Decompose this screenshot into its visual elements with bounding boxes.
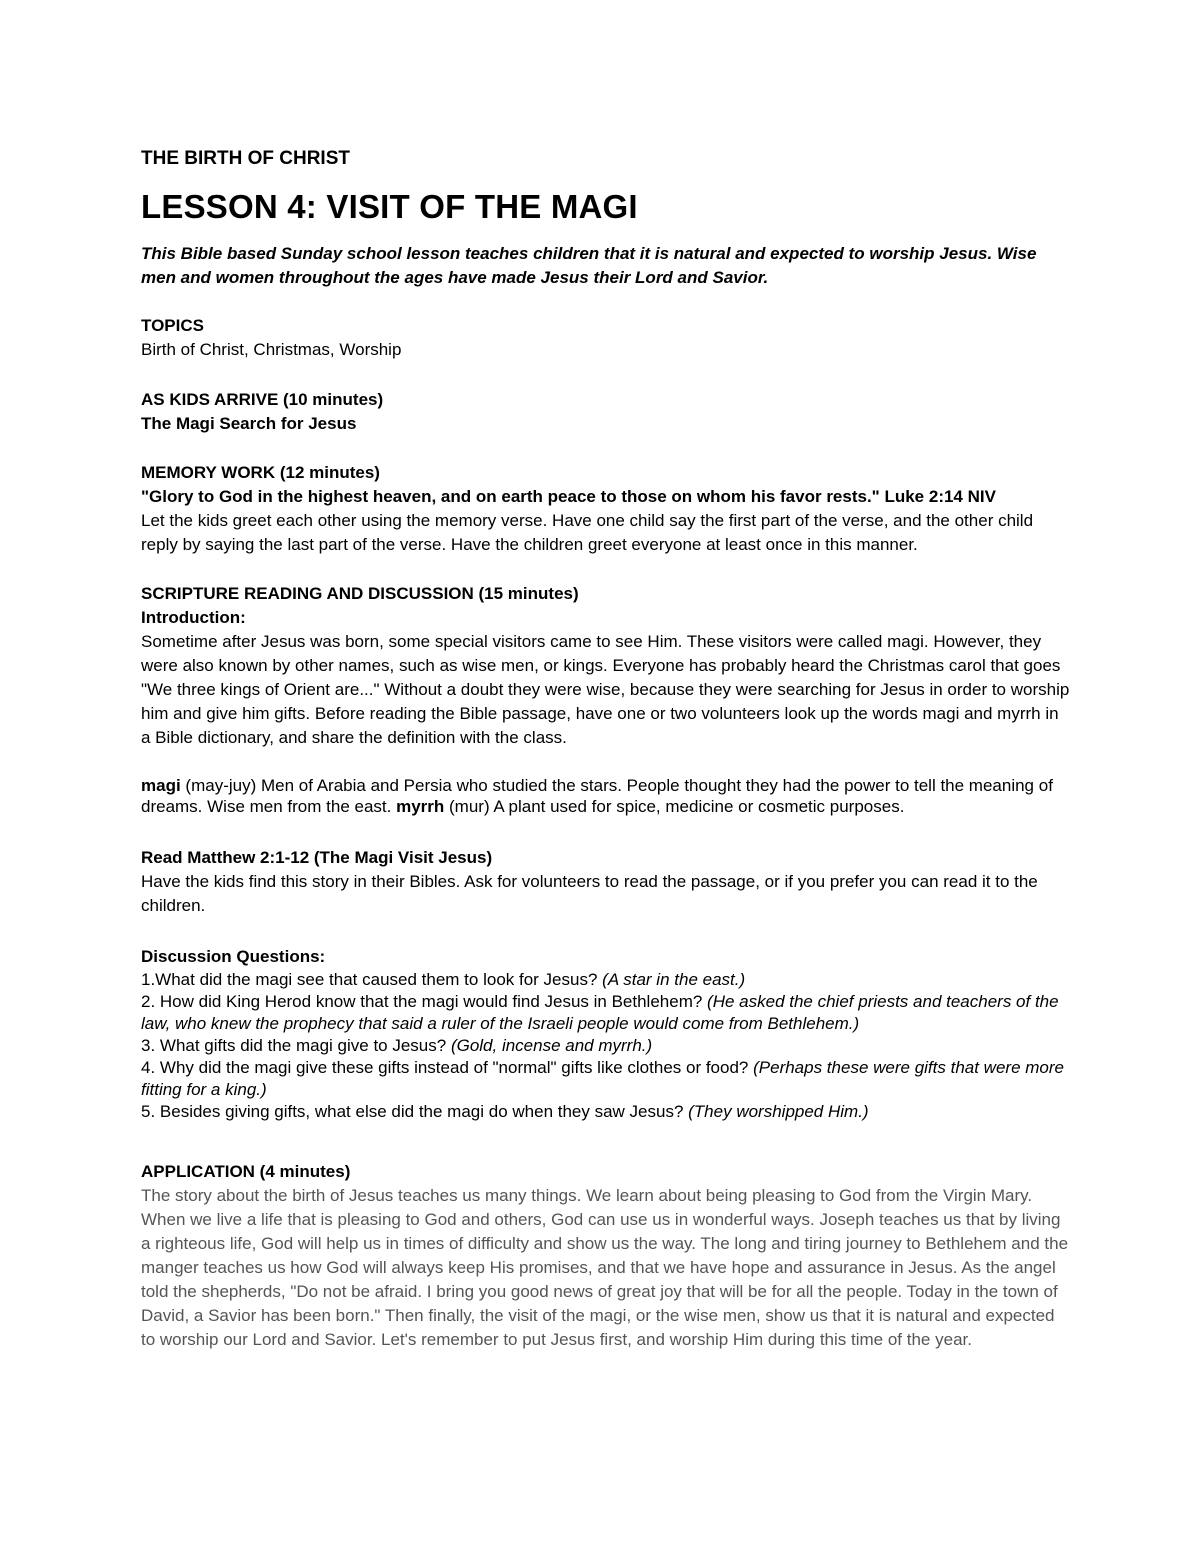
question-list [141,969,1071,1123]
read-text: Have the kids find this story in their Bibles. Ask for volunteers to read the passage, or if you prefer you can read it to the children. [141,872,1038,915]
answer-text: (A star in the east.) [602,970,746,989]
discussion-heading: Discussion Questions: [141,947,326,966]
memory-verse: "Glory to God in the highest heaven, and on earth peace to those on whom his favor rests." Luke 2:14 NIV [141,487,996,506]
application-heading: APPLICATION (4 minutes) [141,1162,351,1181]
question-item [141,1057,1071,1101]
myrrh-term: myrrh [396,797,445,816]
definitions-paragraph [141,775,1071,817]
memory-section [141,461,1071,557]
question-item [141,991,1071,1035]
topics-heading: TOPICS [141,316,204,335]
magi-definition: (may-juy) Men of Arabia and Persia who studied the stars. People thought they had the power to tell the meaning of dreams. Wise men from the east. [141,776,1053,816]
intro-label: Introduction: [141,608,246,627]
read-section [141,846,1071,918]
arrive-section [141,388,1071,436]
definitions [141,775,1071,817]
application-section [141,1160,1071,1352]
discussion-section [141,945,1071,1123]
answer-text: (They worshipped Him.) [688,1102,869,1121]
intro-text: Sometime after Jesus was born, some special visitors came to see Him. These visitors were called magi. However, they were also known by other names, such as wise men, or kings. Everyone has probably heard the Christmas carol that goes "We three kings of Orient are..." Without a doubt they were wise, because they were searching for Jesus in order to worship him and give him gifts. Before reading the Bible passage, have one or two volunteers look up the words magi and myrrh in a Bible dictionary, and share the definition with the class. [141,632,1070,747]
lesson-title: LESSON 4: VISIT OF THE MAGI [141,188,638,225]
scripture-section [141,582,1071,750]
magi-term: magi [141,776,181,795]
application-text: The story about the birth of Jesus teaches us many things. We learn about being pleasing to God from the Virgin Mary. When we live a life that is pleasing to God and others, God can use us in wonderful ways. Joseph teaches us that by living a righteous life, God will help us in times of difficulty and show us the way. The long and tiring journey to Bethlehem and the manger teaches us how God will always keep His promises, and that we have hope and assurance in Jesus. As the angel told the shepherds, "Do not be afraid. I bring you good news of great joy that will be for all the people. Today in the town of David, a Savior has been born." Then finally, the visit of the magi, or the wise men, show us that it is natural and expected to worship our Lord and Savior. Let's remember to put Jesus first, and worship Him during this time of the year. [141,1186,1069,1349]
topics-section [141,314,1071,362]
memory-text: Let the kids greet each other using the memory verse. Have one child say the first part of the verse, and the other child reply by saying the last part of the verse. Have the children greet everyone at least once in this manner. [141,511,1034,554]
arrive-subheading: The Magi Search for Jesus [141,414,357,433]
question-item [141,969,1071,991]
answer-text: (He asked the chief priests and teachers of the law, who knew the prophecy that said a ruler of the Israeli people would come from Bethlehem.) [141,992,1059,1033]
question-item [141,1035,1071,1057]
read-heading: Read Matthew 2:1-12 (The Magi Visit Jesus) [141,848,493,867]
lesson-summary: This Bible based Sunday school lesson teaches children that it is natural and expected to worship Jesus. Wise men and women throughout the ages have made Jesus their Lord and Savior. [141,244,1037,287]
question-item [141,1101,1071,1123]
memory-heading: MEMORY WORK (12 minutes) [141,463,380,482]
scripture-heading: SCRIPTURE READING AND DISCUSSION (15 minutes) [141,584,579,603]
question-text: 3. What gifts did the magi give to Jesus? [141,1036,451,1055]
question-text: 2. How did King Herod know that the magi would find Jesus in Bethlehem? [141,992,708,1011]
question-text: 4. Why did the magi give these gifts instead of "normal" gifts like clothes or food? [141,1058,754,1077]
answer-text: (Gold, incense and myrrh.) [450,1036,653,1055]
question-text: 1.What did the magi see that caused them to look for Jesus? [141,970,603,989]
myrrh-definition: (mur) A plant used for spice, medicine or cosmetic purposes. [444,797,905,816]
answer-text: (Perhaps these were gifts that were more fitting for a king.) [141,1058,1064,1099]
series-title: THE BIRTH OF CHRIST [141,148,350,169]
arrive-heading: AS KIDS ARRIVE (10 minutes) [141,390,384,409]
question-text: 5. Besides giving gifts, what else did the magi do when they saw Jesus? [141,1102,689,1121]
topics-text: Birth of Christ, Christmas, Worship [141,340,402,359]
